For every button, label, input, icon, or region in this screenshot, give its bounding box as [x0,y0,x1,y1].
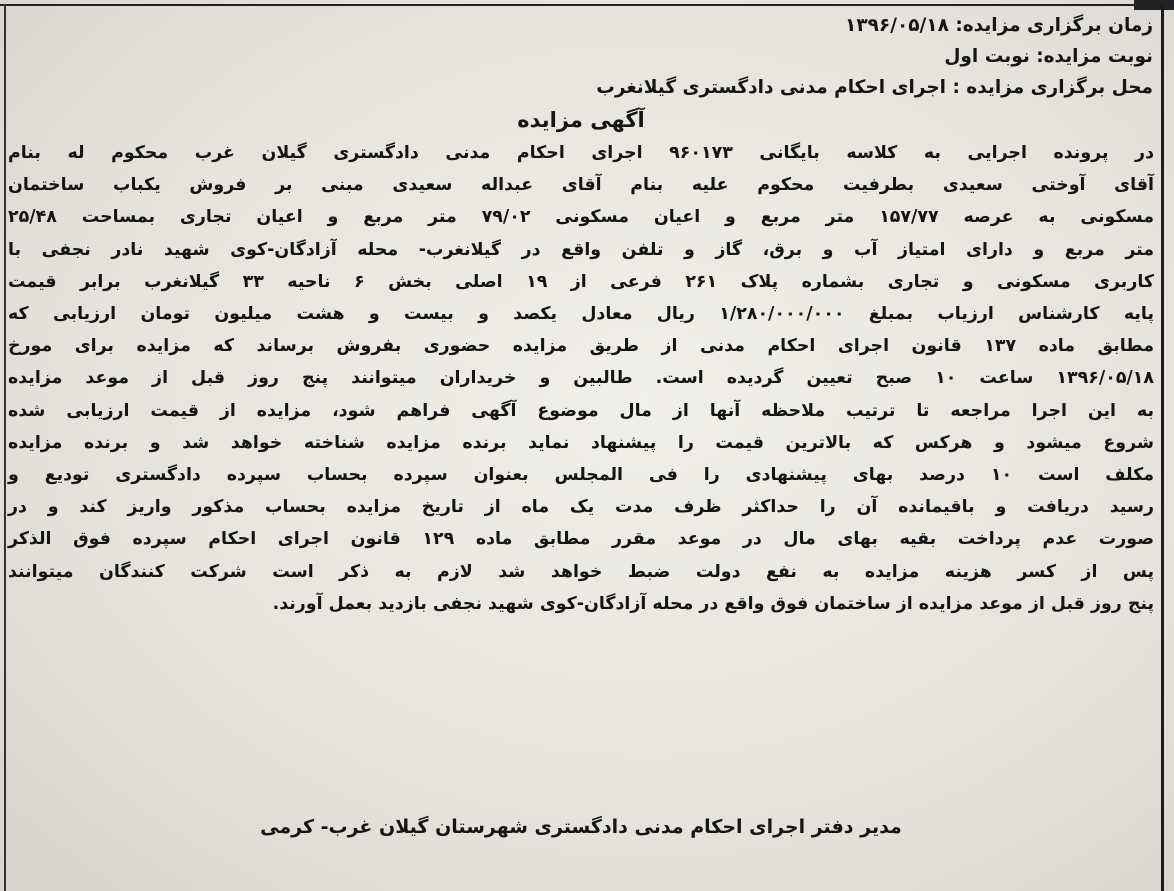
notice-body-line: در پرونده اجرایی به کلاسه بایگانی ۹۶۰۱۷۳ اجرای احکام مدنی دادگستری گیلان غرب محکوم له بنام [8,143,1154,163]
notice-body-line: پایه کارشناس ارزیاب بمبلغ ۱/۲۸۰/۰۰۰/۰۰۰ ریال معادل یکصد و بیست و هشت میلیون تومان ارزیابی که [8,304,1154,325]
right-border-rule [1161,4,1164,891]
notice-title: آگهی مزایده [517,108,645,132]
auction-location-line: محل برگزاری مزایده : اجرای احکام مدنی دادگستری گیلانغرب [596,77,1153,98]
notice-signature: مدیر دفتر اجرای احکام مدنی دادگستری شهرستان گیلان غرب- کرمی [260,816,902,838]
notice-body-line: مطابق ماده ۱۳۷ قانون اجرای احکام مدنی از طریق مزایده حضوری بفروش برساند که مزایده برای مورخ [8,336,1155,357]
notice-body-line: به این اجرا مراجعه تا ترتیب ملاحظه آنها از مال موضوع آگهی فراهم شود، مزایده از قیمت ارزیابی شده [8,400,1154,421]
notice-body-line: مسکونی به عرصه ۱۵۷/۷۷ متر مربع و اعیان مسکونی ۷۹/۰۲ متر مربع و اعیان تجاری بمساحت ۲۵/۴۸ [8,207,1154,228]
notice-body [6,137,1156,620]
auction-round-line: نوبت مزایده: نوبت اول [944,46,1153,67]
notice-body-line: آقای آوختی سعیدی بطرفیت محکوم علیه بنام آقای عبداله سعیدی مبنی بر فروش یکباب ساختمان [8,175,1154,196]
notice-body-line: ۱۳۹۶/۰۵/۱۸ ساعت ۱۰ صبح تعیین گردیده است. طالبین و خریداران میتوانند پنج روز قبل از موعد مزایده [8,368,1155,389]
notice-body-line: مکلف است ۱۰ درصد بهای پیشنهادی را فی المجلس بعنوان سپرده بحساب سپرده دادگستری تودیع و [8,465,1155,486]
auction-notice [6,10,1156,620]
notice-body-line: کاربری مسکونی و تجاری بشماره پلاک ۲۶۱ فرعی از ۱۹ اصلی بخش ۶ ناحیه ۳۳ گیلانغرب برابر قیمت [8,271,1154,292]
auction-date-line: زمان برگزاری مزایده: ۱۳۹۶/۰۵/۱۸ [845,15,1153,36]
notice-body-line: متر مربع و دارای امتیاز آب و برق، گاز و تلفن واقع در گیلانغرب- محله آزادگان-کوی شهید نادر نجفی با [8,239,1154,260]
notice-body-line: رسید دریافت و باقیمانده آن را حداکثر ظرف مدت یک ماه از تاریخ مزایده بحساب مذکور واریز کند و در [8,497,1154,518]
notice-body-line: صورت عدم پرداخت بقیه بهای مال در موعد مقرر مطابق ماده ۱۲۹ قانون اجرای احکام سپرده فوق الذکر [8,529,1155,550]
notice-body-line: پس از کسر هزینه مزایده به نفع دولت ضبط خواهد شد لازم به ذکر است شرکت کنندگان میتوانند [8,561,1154,582]
notice-body-line: شروع میشود و هرکس که بالاترین قیمت را پیشنهاد نماید برنده مزایده شناخته خواهد شد و برنده مزایده [8,432,1154,453]
notice-body-line: پنج روز قبل از موعد مزایده از ساختمان فوق واقع در محله آزادگان-کوی شهید نجفی بازدید بعمل آورند. [272,593,1154,614]
top-corner-mark [1134,0,1174,10]
top-border-rule [0,4,1174,6]
